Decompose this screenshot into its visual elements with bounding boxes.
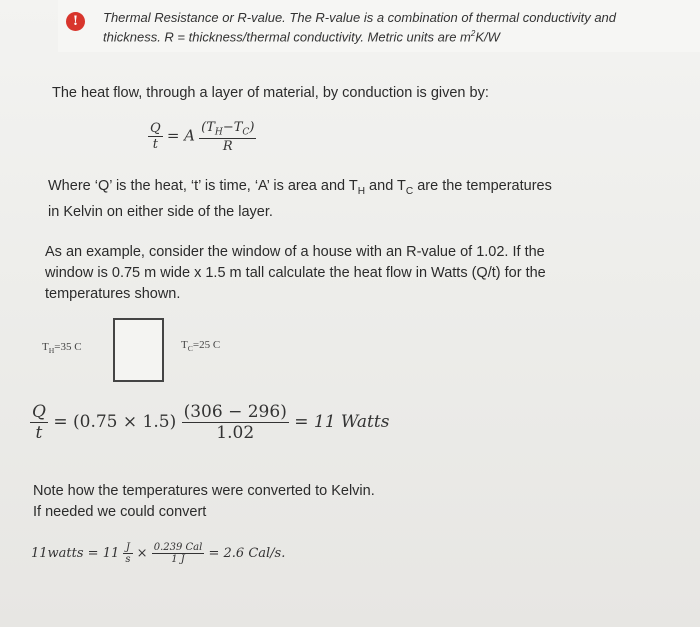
example-line-1: As an example, consider the window of a house with an R-value of 1.02. If the: [45, 244, 545, 260]
calc-q: Q: [32, 402, 46, 422]
note-line-2: thickness. R = thickness/thermal conductivity. Metric units are m: [103, 29, 471, 45]
calc-t: t: [35, 423, 43, 443]
conv-times: ×: [136, 546, 148, 561]
where-part-c: are the temperatures: [413, 178, 552, 194]
conv-s: s: [125, 554, 131, 565]
calc-area: = (0.75 × 1.5): [53, 412, 177, 432]
conversion-note: [33, 481, 375, 523]
calc-r-value: 1.02: [216, 423, 255, 443]
cold-side-label: [181, 339, 220, 353]
cold-t: T: [181, 339, 188, 351]
calorie-conversion: [31, 542, 285, 565]
formula-sub-c: C: [242, 127, 250, 138]
calc-q-over-t: [30, 402, 48, 443]
conversion-note-line-2: If needed we could convert: [33, 504, 207, 520]
note-line-2-end: K/W: [475, 29, 500, 45]
hot-t: T: [42, 341, 49, 353]
calc-result: = 11 Watts: [294, 412, 390, 432]
conv-left: 11watts = 11: [31, 546, 120, 561]
formula-num-a: (T: [201, 120, 215, 135]
note-line-1: Thermal Resistance or R-value. The R-value is a combination of thermal conductivity and: [103, 10, 617, 25]
example-line-3: temperatures shown.: [45, 286, 181, 302]
note-superscript: 2: [470, 29, 476, 38]
formula-q: Q: [150, 121, 161, 137]
info-icon: !: [66, 12, 85, 31]
where-text: [48, 176, 552, 223]
formula-num-c: ): [249, 120, 255, 135]
formula-th-tc-over-r: [199, 120, 256, 154]
where-line-2: in Kelvin on either side of the layer.: [48, 203, 273, 220]
example-line-2: window is 0.75 m wide x 1.5 m tall calculate the heat flow in Watts (Q/t) for the: [45, 265, 546, 281]
where-part-a: Where ‘Q’ is the heat, ‘t’ is time, ‘A’ is area and T: [48, 178, 358, 194]
intro-text: The heat flow, through a layer of material, by conduction is given by:: [52, 85, 489, 101]
formula-q-over-t: [148, 121, 163, 152]
cold-sub: C: [187, 344, 193, 354]
where-part-b: and T: [365, 178, 406, 194]
hot-value: =35 C: [54, 341, 82, 353]
formula-t: t: [152, 137, 158, 153]
conversion-note-line-1: Note how the temperatures were converted to Kelvin.: [33, 483, 375, 499]
calc-delta-over-r: [182, 402, 289, 443]
where-sub-h: H: [357, 185, 366, 197]
calc-delta-t: (306 − 296): [183, 402, 287, 422]
conv-cal: 0.239 Cal: [153, 542, 203, 553]
cold-value: =25 C: [192, 339, 221, 351]
formula-numerator: [199, 120, 256, 139]
conv-result: = 2.6 Cal/s.: [208, 546, 286, 561]
conv-1j: 1 J: [171, 554, 185, 565]
conv-j-over-s: [123, 542, 132, 565]
hot-side-label: [42, 341, 82, 355]
formula-num-b: −T: [222, 120, 243, 135]
conv-cal-over-j: [152, 542, 205, 565]
r-value-note: [103, 10, 688, 45]
heat-flow-formula: [148, 120, 256, 154]
where-sub-c: C: [405, 185, 414, 197]
heat-flow-calculation: [30, 402, 389, 443]
example-text: [45, 242, 546, 305]
formula-sub-h: H: [214, 127, 223, 138]
conv-j: J: [123, 542, 132, 554]
formula-r: R: [222, 138, 233, 154]
window-diagram: [113, 318, 164, 382]
formula-equals-a: = A: [166, 126, 195, 145]
hot-sub: H: [48, 346, 55, 356]
